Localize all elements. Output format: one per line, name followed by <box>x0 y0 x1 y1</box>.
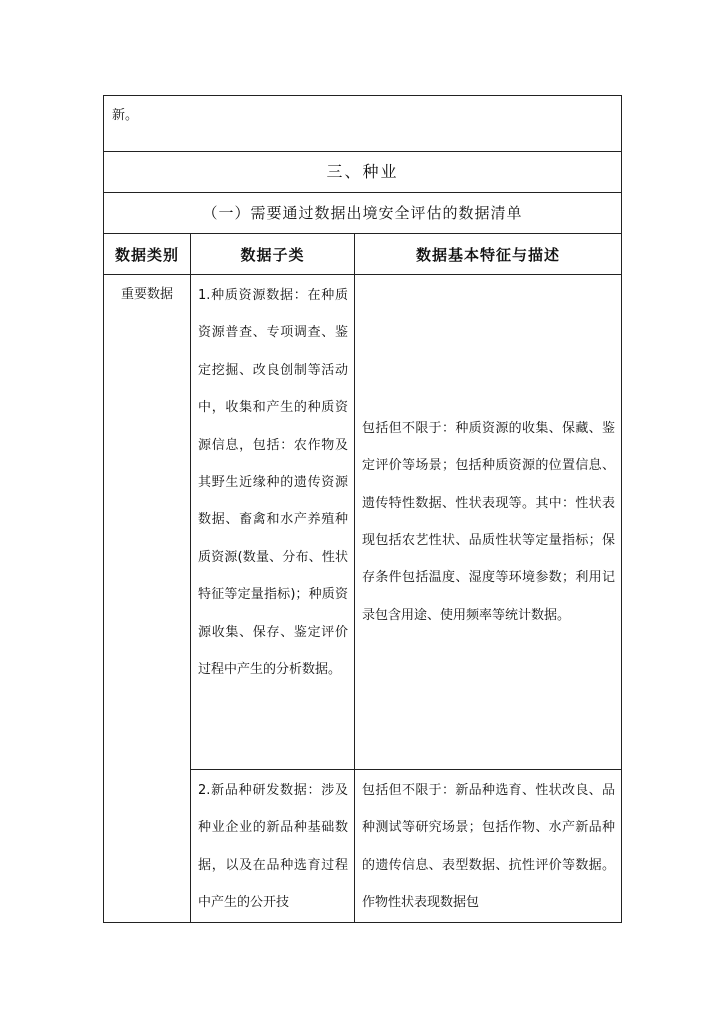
document-table <box>103 95 622 923</box>
header-description: 数据基本特征与描述 <box>355 234 622 275</box>
table-row <box>104 275 622 770</box>
section-title: 三、种业 <box>104 152 622 193</box>
subcategory-cell: 1.种质资源数据：在种质资源普查、专项调查、鉴定挖掘、改良创制等活动中，收集和产生的种质资源信息，包括：农作物及其野生近缘种的遗传资源数据、畜禽和水产养殖种质资源(数量、分布、性状特征等定量指标)；种质资源收集、保存、鉴定评价过程中产生的分析数据。 <box>191 275 355 770</box>
description-cell: 包括但不限于：种质资源的收集、保藏、鉴定评价等场景；包括种质资源的位置信息、遗传特性数据、性状表现等。其中：性状表现包括农艺性状、品质性状等定量指标；保存条件包括温度、湿度等环境参数；利用记录包含用途、使用频率等统计数据。 <box>355 275 622 770</box>
header-category: 数据类别 <box>104 234 191 275</box>
category-cell: 重要数据 <box>104 275 191 923</box>
section-row <box>104 152 622 193</box>
subsection-title: （一）需要通过数据出境安全评估的数据清单 <box>104 193 622 234</box>
header-row <box>104 234 622 275</box>
subsection-row <box>104 193 622 234</box>
header-subcategory: 数据子类 <box>191 234 355 275</box>
subcategory-cell: 2.新品种研发数据：涉及种业企业的新品种基础数据，以及在品种选育过程中产生的公开技 <box>191 770 355 923</box>
continuation-row <box>104 96 622 152</box>
description-cell: 包括但不限于：新品种选育、性状改良、品种测试等研究场景；包括作物、水产新品种的遗传信息、表型数据、抗性评价等数据。作物性状表现数据包 <box>355 770 622 923</box>
continuation-text: 新。 <box>104 96 622 152</box>
